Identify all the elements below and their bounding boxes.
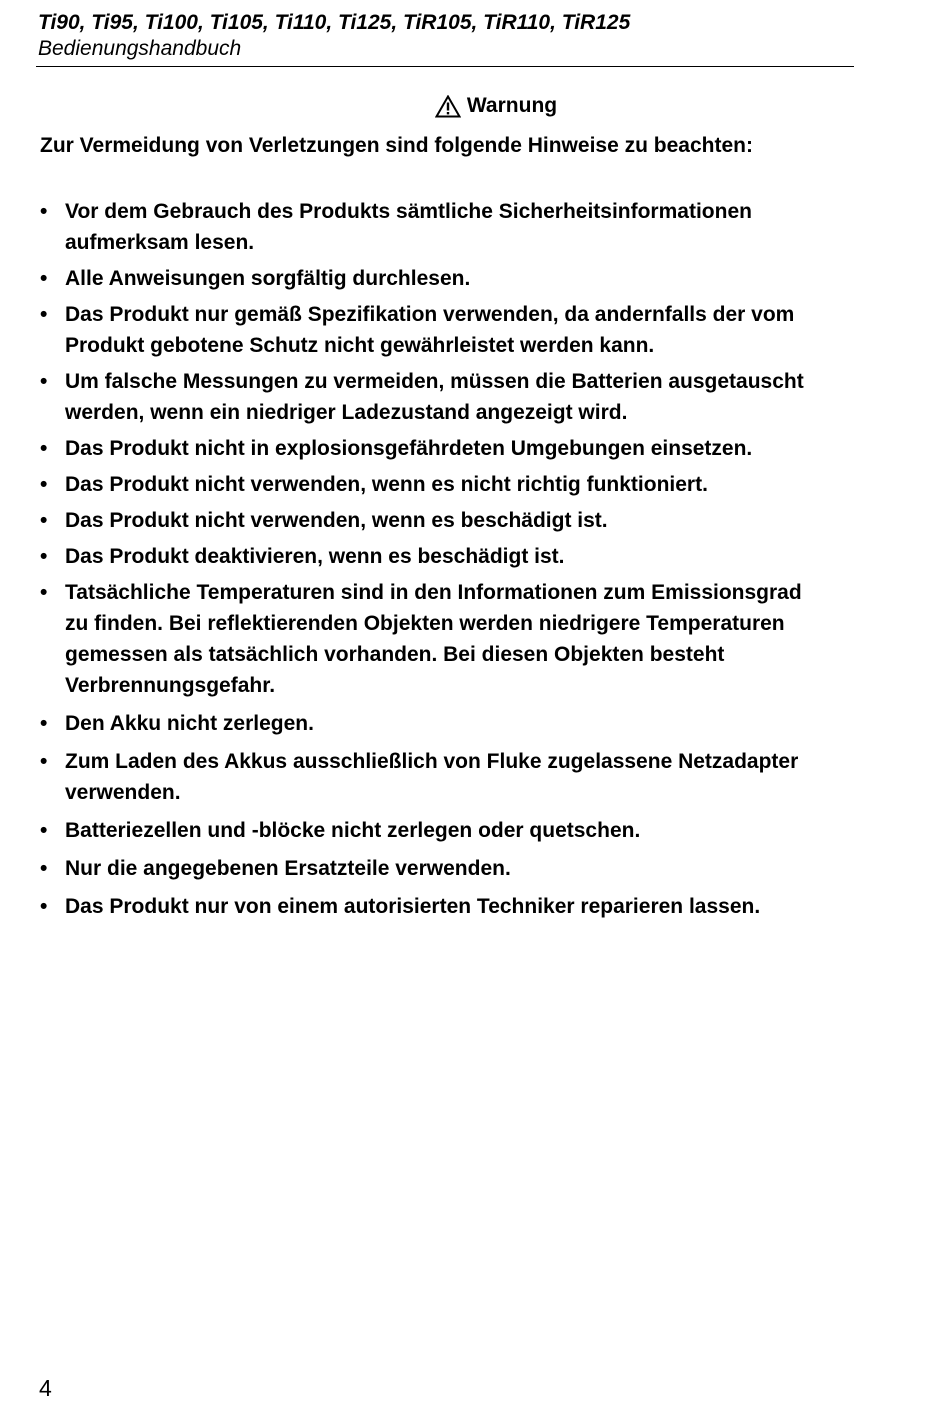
list-item: • Das Produkt deaktivieren, wenn es beschädigt ist. [40, 541, 810, 572]
bullet-icon: • [40, 545, 48, 568]
warning-list [40, 196, 810, 927]
bullet-icon: • [40, 750, 48, 773]
list-item: • Alle Anweisungen sorgfältig durchlesen. [40, 263, 810, 294]
bullet-icon: • [40, 370, 48, 393]
list-item: • Um falsche Messungen zu vermeiden, müssen die Batterien ausgetauscht werden, wenn ein niedriger Ladezustand angezeigt wird. [40, 366, 810, 428]
bullet-icon: • [40, 267, 48, 290]
bullet-icon: • [40, 581, 48, 604]
warning-triangle-icon [435, 95, 461, 118]
page-number: 4 [39, 1375, 52, 1401]
list-item: • Das Produkt nicht verwenden, wenn es nicht richtig funktioniert. [40, 469, 810, 500]
list-item: • Tatsächliche Temperaturen sind in den Informationen zum Emissionsgrad zu finden. Bei reflektierenden Objekten werden niedrigere Temperaturen gemessen als tatsächlich vorhanden. Bei diesen Objekten besteht Verbrennungsgefahr. [40, 577, 810, 701]
warning-heading [0, 92, 950, 126]
list-item: • Das Produkt nicht verwenden, wenn es beschädigt ist. [40, 505, 810, 536]
list-item: • Zum Laden des Akkus ausschließlich von Fluke zugelassene Netzadapter verwenden. [40, 746, 810, 808]
bullet-icon: • [40, 473, 48, 496]
warning-heading-label: Warnung [466, 94, 558, 117]
bullet-icon: • [40, 895, 48, 918]
list-item: • Nur die angegebenen Ersatzteile verwenden. [40, 853, 810, 884]
page-header [38, 10, 854, 62]
warning-intro: Zur Vermeidung von Verletzungen sind folgende Hinweise zu beachten: [40, 134, 753, 157]
manual-subtitle: Bedienungshandbuch [38, 37, 242, 60]
list-item: • Das Produkt nur von einem autorisierten Techniker reparieren lassen. [40, 891, 810, 922]
bullet-icon: • [40, 819, 48, 842]
bullet-icon: • [40, 303, 48, 326]
bullet-icon: • [40, 509, 48, 532]
bullet-icon: • [40, 857, 48, 880]
bullet-icon: • [40, 437, 48, 460]
header-divider [36, 66, 854, 67]
list-item: • Batteriezellen und -blöcke nicht zerlegen oder quetschen. [40, 815, 810, 846]
manual-model-list: Ti90, Ti95, Ti100, Ti105, Ti110, Ti125, TiR105, TiR110, TiR125 [38, 11, 631, 34]
list-item: • Das Produkt nicht in explosionsgefährdeten Umgebungen einsetzen. [40, 433, 810, 464]
list-item: • Das Produkt nur gemäß Spezifikation verwenden, da andernfalls der vom Produkt gebotene Schutz nicht gewährleistet werden kann. [40, 299, 810, 361]
bullet-icon: • [40, 712, 48, 735]
bullet-icon: • [40, 200, 48, 223]
list-item: • Vor dem Gebrauch des Produkts sämtliche Sicherheitsinformationen aufmerksam lesen. [40, 196, 810, 258]
list-item: • Den Akku nicht zerlegen. [40, 708, 810, 739]
